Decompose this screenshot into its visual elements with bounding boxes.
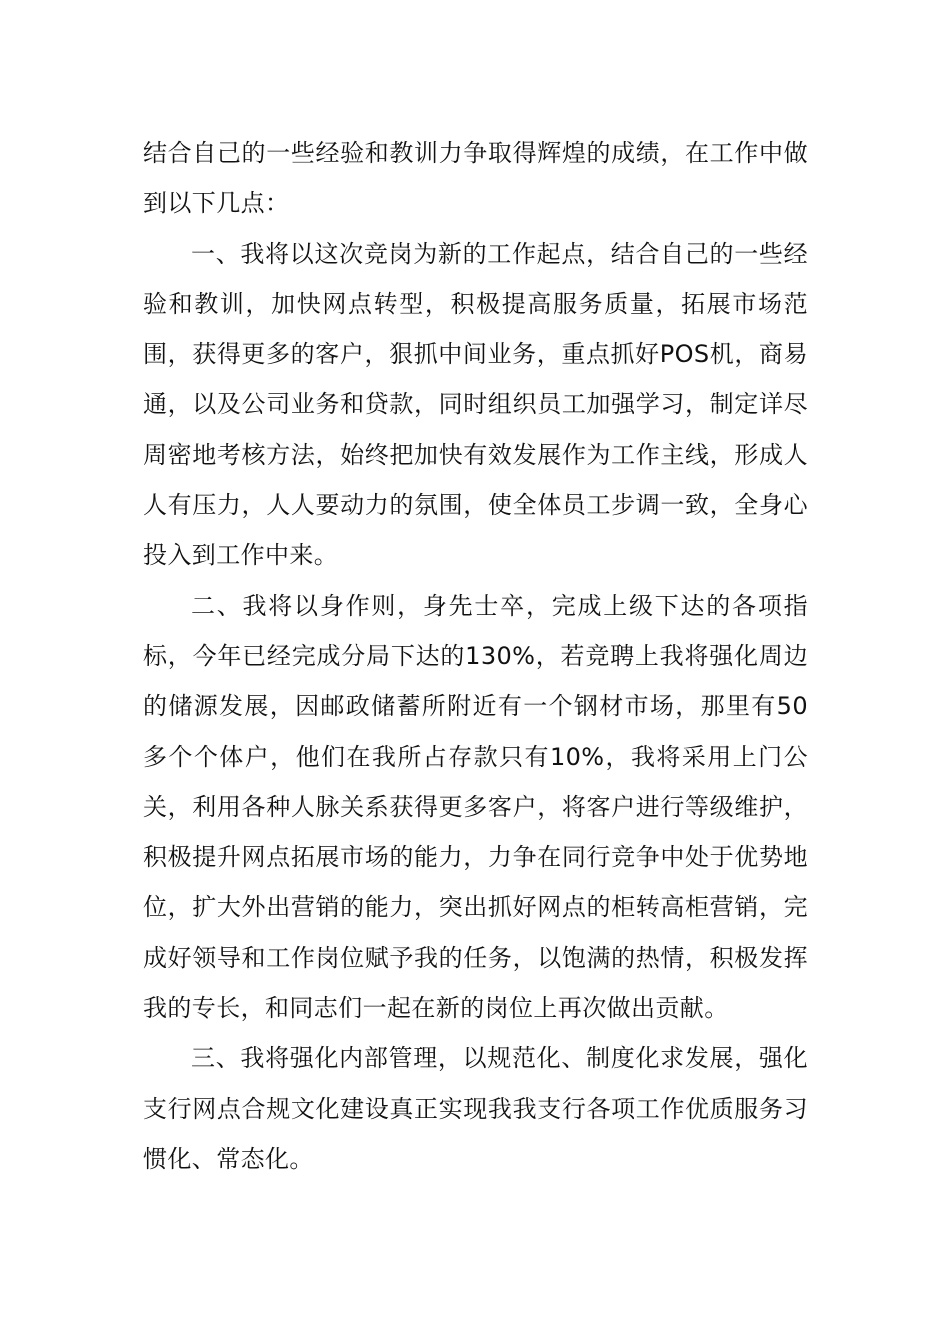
paragraph-point-1: 一、我将以这次竞岗为新的工作起点，结合自己的一些经验和教训，加快网点转型，积极提高服务质量，拓展市场范围，获得更多的客户，狠抓中间业务，重点抓好POS机，商易通，以及公司业务和贷款，同时组织员工加强学习，制定详尽周密地考核方法，始终把加快有效发展作为工作主线，形成人人有压力，人人要动力的氛围，使全体员工步调一致，全身心投入到工作中来。 — [143, 239, 808, 570]
paragraph-intro: 结合自己的一些经验和教训力争取得辉煌的成绩，在工作中做到以下几点： — [143, 139, 808, 218]
paragraph-point-3: 三、我将强化内部管理，以规范化、制度化求发展，强化支行网点合规文化建设真正实现我我支行各项工作优质服务习惯化、常态化。 — [143, 1044, 808, 1173]
paragraph-point-2: 二、我将以身作则，身先士卒，完成上级下达的各项指标，今年已经完成分局下达的130%，若竞聘上我将强化周边的储源发展，因邮政储蓄所附近有一个钢材市场，那里有50多个个体户，他们在我所占存款只有10%，我将采用上门公关，利用各种人脉关系获得更多客户，将客户进行等级维护，积极提升网点拓展市场的能力，力争在同行竞争中处于优势地位，扩大外出营销的能力，突出抓好网点的柜转高柜营销，完成好领导和工作岗位赋予我的任务，以饱满的热情，积极发挥我的专长，和同志们一起在新的岗位上再次做出贡献。 — [143, 591, 808, 1023]
document-body — [143, 128, 808, 1184]
